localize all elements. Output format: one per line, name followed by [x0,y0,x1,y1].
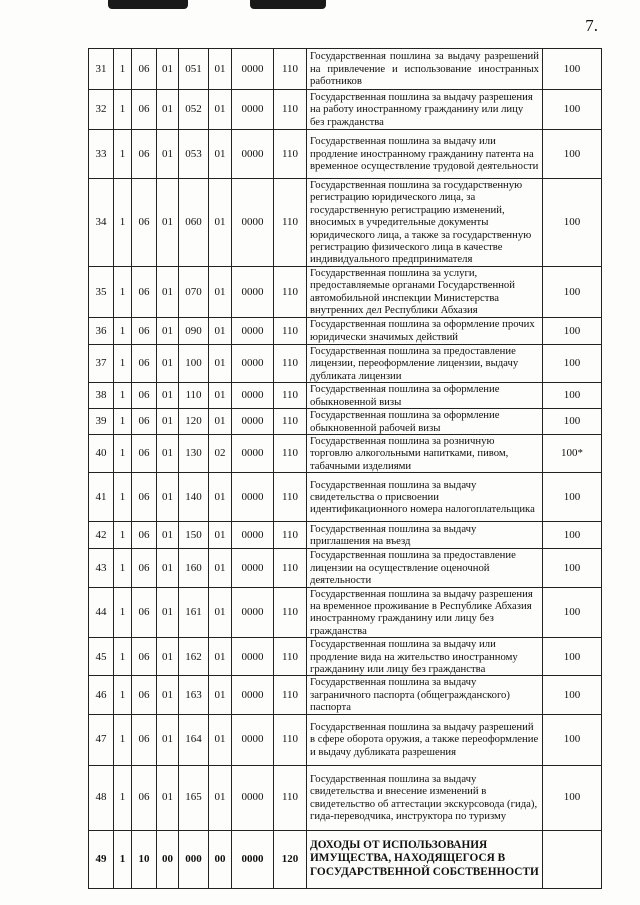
code-article-cell: 01 [157,714,179,765]
code-element-cell: 01 [209,317,232,344]
row-number-cell: 41 [89,473,114,522]
code-element-cell: 01 [209,522,232,549]
code-subgroup-cell: 06 [132,473,157,522]
code-subgroup-cell: 06 [132,676,157,714]
table-row [89,90,602,130]
code-subarticle-cell: 165 [179,765,209,830]
description-cell: Государственная пошлина за выдачу или продление иностранному гражданину патента на временное осуществление трудовой деятельности [307,130,543,179]
table-row [89,587,602,638]
table-row [89,344,602,382]
amount-cell: 100 [543,638,602,676]
code-classification-cell: 110 [274,522,307,549]
scan-artifact-center [250,0,326,9]
code-subgroup-cell: 06 [132,638,157,676]
code-classification-cell: 110 [274,49,307,90]
code-subarticle-cell: 053 [179,130,209,179]
code-subarticle-cell: 120 [179,409,209,435]
code-article-cell: 00 [157,830,179,888]
code-group-cell: 1 [114,830,132,888]
code-program-cell: 0000 [232,676,274,714]
code-subgroup-cell: 06 [132,49,157,90]
description-cell: Государственная пошлина за государственную регистрацию юридического лица, за государственную регистрацию изменений, вносимых в учредительные документы юридического лица, а также за государственную регистрацию физического лица в качестве индивидуального предпринимателя [307,179,543,267]
code-group-cell: 1 [114,90,132,130]
code-subgroup-cell: 06 [132,179,157,267]
description-cell: Государственная пошлина за выдачу заграничного паспорта (общегражданского) паспорта [307,676,543,714]
code-subgroup-cell: 06 [132,765,157,830]
row-number-cell: 43 [89,549,114,587]
code-article-cell: 01 [157,130,179,179]
code-subgroup-cell: 10 [132,830,157,888]
code-element-cell: 02 [209,435,232,473]
amount-cell: 100 [543,676,602,714]
code-program-cell: 0000 [232,317,274,344]
code-program-cell: 0000 [232,765,274,830]
code-article-cell: 01 [157,266,179,317]
code-element-cell: 01 [209,549,232,587]
code-subgroup-cell: 06 [132,587,157,638]
code-subarticle-cell: 150 [179,522,209,549]
table-row [89,676,602,714]
code-element-cell: 01 [209,179,232,267]
scan-artifact-left [108,0,188,9]
code-element-cell: 01 [209,587,232,638]
amount-cell: 100 [543,90,602,130]
code-subgroup-cell: 06 [132,522,157,549]
code-program-cell: 0000 [232,638,274,676]
code-subgroup-cell: 06 [132,409,157,435]
table-row [89,522,602,549]
code-program-cell: 0000 [232,179,274,267]
description-cell: Государственная пошлина за выдачу разрешений в сфере оборота оружия, а также переоформление и выдачу дубликата разрешения [307,714,543,765]
row-number-cell: 42 [89,522,114,549]
code-program-cell: 0000 [232,383,274,409]
description-cell: Государственная пошлина за выдачу разрешения на работу иностранному гражданину или лицу без гражданства [307,90,543,130]
code-article-cell: 01 [157,409,179,435]
row-number-cell: 39 [89,409,114,435]
code-subgroup-cell: 06 [132,714,157,765]
code-element-cell: 01 [209,473,232,522]
table-row [89,765,602,830]
code-element-cell: 01 [209,90,232,130]
code-article-cell: 01 [157,435,179,473]
code-classification-cell: 110 [274,90,307,130]
code-article-cell: 01 [157,676,179,714]
amount-cell [543,830,602,888]
code-group-cell: 1 [114,473,132,522]
code-element-cell: 01 [209,266,232,317]
code-subarticle-cell: 052 [179,90,209,130]
code-subarticle-cell: 100 [179,344,209,382]
code-subgroup-cell: 06 [132,344,157,382]
description-cell: Государственная пошлина за выдачу разрешений на привлечение и использование иностранных работников [307,49,543,90]
code-program-cell: 0000 [232,587,274,638]
code-element-cell: 00 [209,830,232,888]
code-article-cell: 01 [157,317,179,344]
code-subarticle-cell: 090 [179,317,209,344]
code-article-cell: 01 [157,179,179,267]
table-row [89,473,602,522]
code-program-cell: 0000 [232,830,274,888]
description-cell: Государственная пошлина за оформление прочих юридически значимых действий [307,317,543,344]
table-row [89,179,602,267]
table-row [89,435,602,473]
code-subgroup-cell: 06 [132,266,157,317]
code-classification-cell: 110 [274,317,307,344]
code-program-cell: 0000 [232,266,274,317]
code-program-cell: 0000 [232,549,274,587]
code-subarticle-cell: 162 [179,638,209,676]
code-classification-cell: 110 [274,638,307,676]
code-article-cell: 01 [157,522,179,549]
description-cell: Государственная пошлина за розничную торговлю алкогольными напитками, пивом, табачными изделиями [307,435,543,473]
code-article-cell: 01 [157,549,179,587]
code-subarticle-cell: 070 [179,266,209,317]
code-classification-cell: 110 [274,344,307,382]
code-group-cell: 1 [114,317,132,344]
amount-cell: 100 [543,549,602,587]
description-cell: Государственная пошлина за выдачу или продление вида на жительство иностранному гражданину или лицу без гражданства [307,638,543,676]
code-article-cell: 01 [157,765,179,830]
code-program-cell: 0000 [232,49,274,90]
code-subarticle-cell: 163 [179,676,209,714]
code-subarticle-cell: 110 [179,383,209,409]
amount-cell: 100 [543,473,602,522]
table-row [89,638,602,676]
code-article-cell: 01 [157,49,179,90]
code-subgroup-cell: 06 [132,383,157,409]
code-program-cell: 0000 [232,344,274,382]
row-number-cell: 31 [89,49,114,90]
code-article-cell: 01 [157,473,179,522]
code-subgroup-cell: 06 [132,435,157,473]
code-article-cell: 01 [157,638,179,676]
amount-cell: 100 [543,409,602,435]
description-cell: Государственная пошлина за услуги, предоставляемые органами Государственной автомобильной инспекции Министерства внутренних дел Республики Абхазия [307,266,543,317]
code-classification-cell: 110 [274,383,307,409]
table-row [89,266,602,317]
amount-cell: 100 [543,317,602,344]
code-classification-cell: 110 [274,435,307,473]
code-classification-cell: 110 [274,130,307,179]
code-article-cell: 01 [157,587,179,638]
code-classification-cell: 110 [274,473,307,522]
row-number-cell: 37 [89,344,114,382]
code-element-cell: 01 [209,714,232,765]
code-subarticle-cell: 130 [179,435,209,473]
code-subgroup-cell: 06 [132,549,157,587]
code-element-cell: 01 [209,638,232,676]
page-number: 7. [585,16,598,35]
code-classification-cell: 110 [274,587,307,638]
description-cell: Государственная пошлина за выдачу свидетельства о присвоении идентификационного номера налогоплательщика [307,473,543,522]
code-element-cell: 01 [209,49,232,90]
amount-cell: 100 [543,130,602,179]
amount-cell: 100* [543,435,602,473]
row-number-cell: 45 [89,638,114,676]
code-classification-cell: 110 [274,714,307,765]
code-subarticle-cell: 161 [179,587,209,638]
code-classification-cell: 110 [274,266,307,317]
code-group-cell: 1 [114,266,132,317]
code-article-cell: 01 [157,383,179,409]
code-program-cell: 0000 [232,714,274,765]
row-number-cell: 38 [89,383,114,409]
code-program-cell: 0000 [232,473,274,522]
description-cell: Государственная пошлина за выдачу разрешения на временное проживание в Республике Абхазия иностранному гражданину или лицу без гражданства [307,587,543,638]
code-group-cell: 1 [114,587,132,638]
description-cell: Государственная пошлина за оформление обыкновенной визы [307,383,543,409]
code-group-cell: 1 [114,130,132,179]
code-group-cell: 1 [114,765,132,830]
row-number-cell: 44 [89,587,114,638]
code-element-cell: 01 [209,409,232,435]
code-subgroup-cell: 06 [132,130,157,179]
amount-cell: 100 [543,765,602,830]
amount-cell: 100 [543,266,602,317]
code-group-cell: 1 [114,549,132,587]
amount-cell: 100 [543,714,602,765]
code-classification-cell: 120 [274,830,307,888]
code-group-cell: 1 [114,409,132,435]
description-cell: Государственная пошлина за выдачу свидетельства и внесение изменений в свидетельство об аттестации экскурсовода (гида), гида-переводчика, инструктора по туризму [307,765,543,830]
table-row [89,317,602,344]
row-number-cell: 33 [89,130,114,179]
table-row [89,130,602,179]
description-cell: ДОХОДЫ ОТ ИСПОЛЬЗОВАНИЯ ИМУЩЕСТВА, НАХОДЯЩЕГОСЯ В ГОСУДАРСТВЕННОЙ СОБСТВЕННОСТИ [307,830,543,888]
description-cell: Государственная пошлина за предоставление лицензии на осуществление оценочной деятельности [307,549,543,587]
table-row [89,409,602,435]
code-subarticle-cell: 140 [179,473,209,522]
row-number-cell: 36 [89,317,114,344]
code-group-cell: 1 [114,638,132,676]
code-subgroup-cell: 06 [132,317,157,344]
code-subgroup-cell: 06 [132,90,157,130]
table-body [89,49,602,889]
code-program-cell: 0000 [232,90,274,130]
revenue-code-table [88,48,602,889]
code-group-cell: 1 [114,435,132,473]
description-cell: Государственная пошлина за оформление обыкновенной рабочей визы [307,409,543,435]
table-row [89,49,602,90]
row-number-cell: 47 [89,714,114,765]
code-subarticle-cell: 060 [179,179,209,267]
code-program-cell: 0000 [232,409,274,435]
amount-cell: 100 [543,522,602,549]
code-element-cell: 01 [209,383,232,409]
code-group-cell: 1 [114,522,132,549]
description-cell: Государственная пошлина за выдачу приглашения на въезд [307,522,543,549]
code-program-cell: 0000 [232,522,274,549]
code-subarticle-cell: 000 [179,830,209,888]
amount-cell: 100 [543,383,602,409]
table-row [89,383,602,409]
table-row [89,714,602,765]
code-subarticle-cell: 051 [179,49,209,90]
code-element-cell: 01 [209,676,232,714]
code-subarticle-cell: 160 [179,549,209,587]
code-group-cell: 1 [114,714,132,765]
row-number-cell: 34 [89,179,114,267]
code-group-cell: 1 [114,344,132,382]
code-element-cell: 01 [209,765,232,830]
row-number-cell: 48 [89,765,114,830]
code-element-cell: 01 [209,344,232,382]
amount-cell: 100 [543,179,602,267]
row-number-cell: 40 [89,435,114,473]
code-subarticle-cell: 164 [179,714,209,765]
code-classification-cell: 110 [274,179,307,267]
code-group-cell: 1 [114,179,132,267]
code-classification-cell: 110 [274,765,307,830]
code-program-cell: 0000 [232,130,274,179]
row-number-cell: 49 [89,830,114,888]
code-group-cell: 1 [114,49,132,90]
row-number-cell: 32 [89,90,114,130]
table-row [89,549,602,587]
code-article-cell: 01 [157,344,179,382]
amount-cell: 100 [543,49,602,90]
row-number-cell: 35 [89,266,114,317]
amount-cell: 100 [543,587,602,638]
code-article-cell: 01 [157,90,179,130]
code-group-cell: 1 [114,383,132,409]
code-group-cell: 1 [114,676,132,714]
code-element-cell: 01 [209,130,232,179]
amount-cell: 100 [543,344,602,382]
code-classification-cell: 110 [274,549,307,587]
code-program-cell: 0000 [232,435,274,473]
code-classification-cell: 110 [274,409,307,435]
description-cell: Государственная пошлина за предоставление лицензии, переоформление лицензии, выдачу дубликата лицензии [307,344,543,382]
code-classification-cell: 110 [274,676,307,714]
row-number-cell: 46 [89,676,114,714]
table-row [89,830,602,888]
